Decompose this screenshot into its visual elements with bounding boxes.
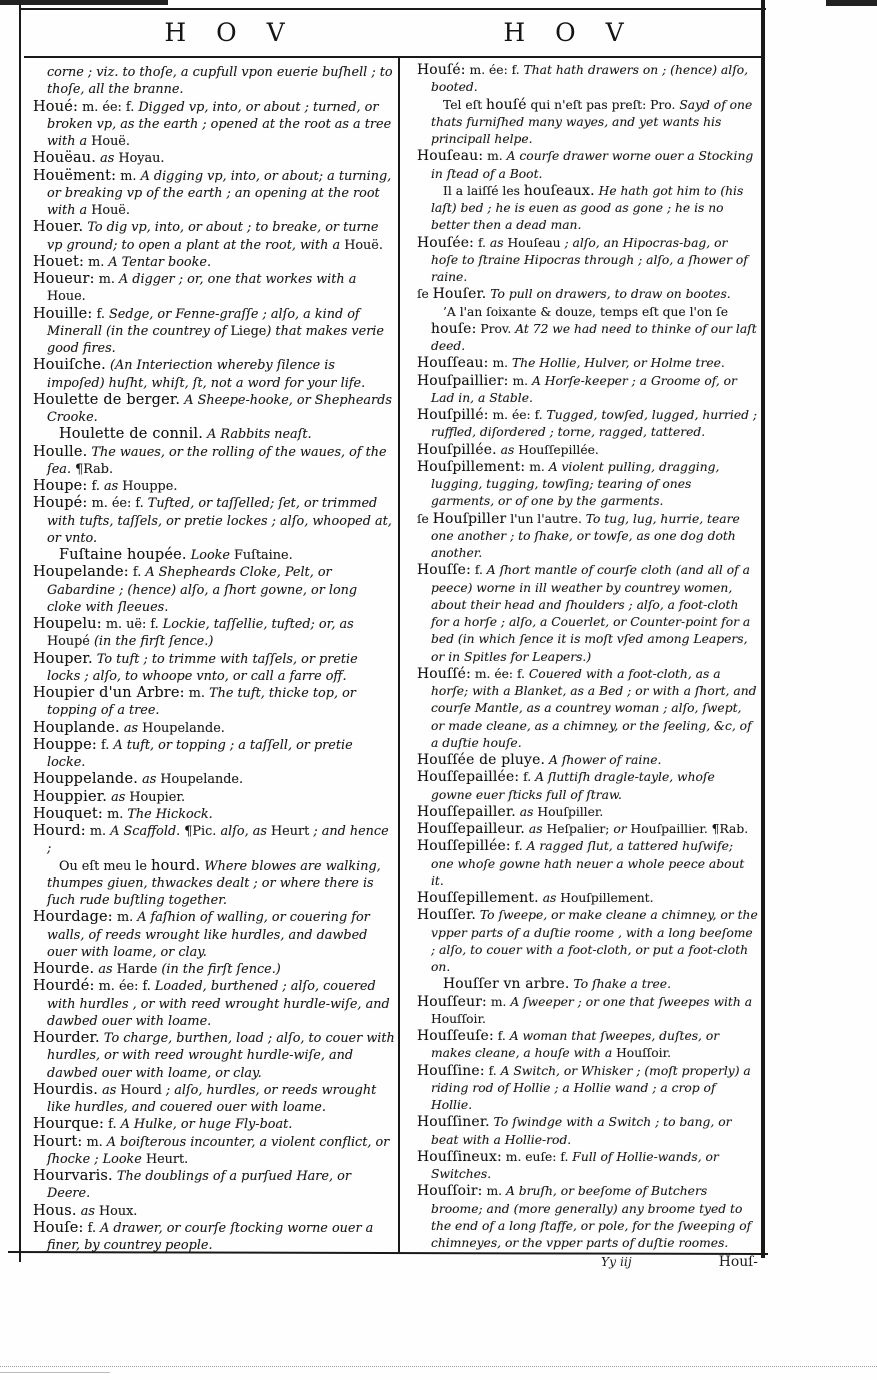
roman-text: m. bbox=[508, 373, 532, 388]
dictionary-entry bbox=[417, 304, 758, 356]
gloss-text: To pull on drawers, to draw on bootes. bbox=[486, 287, 731, 302]
headword: Houlette de berger. bbox=[33, 391, 181, 408]
gloss-text: as bbox=[515, 804, 538, 819]
gloss-text: (An Interiection whereby ſilence is impoſed) huſht, whiſt, ſt, not a word for your life. bbox=[47, 358, 366, 391]
roman-text: Prov. bbox=[476, 321, 516, 336]
gloss-text: ; alſo, an Hipocras-bag, or hoſe to ſtraine Hipocras through ; alſo, a ſhower of raine. bbox=[431, 235, 748, 284]
dictionary-entry bbox=[417, 373, 758, 408]
headword: Hourdis. bbox=[33, 1081, 99, 1098]
headword: houſeaux. bbox=[523, 182, 595, 199]
headword: houſé bbox=[486, 96, 527, 113]
gloss-text: as bbox=[489, 235, 508, 250]
headword: Hous. bbox=[33, 1202, 77, 1219]
gloss-text: as bbox=[496, 442, 519, 457]
dictionary-entry bbox=[417, 562, 758, 666]
dictionary-entry bbox=[33, 64, 395, 99]
gloss-text: A tuft, or topping ; a taſſell, or pretie locke. bbox=[47, 737, 353, 770]
dictionary-entry bbox=[33, 271, 395, 306]
headword: Houſſineux: bbox=[417, 1148, 502, 1165]
dictionary-entry bbox=[33, 737, 395, 772]
headword: Hourder. bbox=[33, 1030, 100, 1046]
headword: Houer. bbox=[33, 219, 84, 236]
headword: Houſpillement: bbox=[417, 458, 526, 475]
running-head-left: H O V bbox=[164, 18, 296, 47]
roman-text: f. bbox=[87, 479, 104, 494]
gloss-text: A digging vp, into, or about; a turning, or breaking vp of the earth ; an opening at the root with a bbox=[47, 168, 392, 218]
roman-text: Hourd bbox=[120, 1082, 162, 1098]
headword: Hourd: bbox=[33, 823, 86, 839]
scan-ghost-line bbox=[0, 1366, 877, 1367]
roman-text: f. bbox=[510, 839, 527, 854]
headword: Houſe: bbox=[33, 1219, 84, 1236]
headword: Houſée: bbox=[417, 234, 475, 251]
dictionary-entry bbox=[417, 355, 758, 372]
dictionary-entry bbox=[417, 407, 758, 442]
roman-text: Houë. bbox=[91, 203, 130, 218]
roman-text: Houſpiller. bbox=[537, 804, 604, 819]
dictionary-entry bbox=[417, 1149, 758, 1184]
roman-text: f. bbox=[519, 770, 536, 785]
gloss-text: A ſhower of raine. bbox=[545, 753, 662, 767]
headword: Houquet: bbox=[33, 805, 104, 822]
gloss-text: as bbox=[119, 720, 143, 736]
dictionary-entry bbox=[417, 769, 758, 804]
dictionary-entry bbox=[33, 254, 395, 271]
gloss-text: To tug, lug, hurrie, teare one another ; to ſhake, or towſe, as one dog doth another. bbox=[431, 511, 740, 560]
headword: Hourvaris. bbox=[33, 1168, 113, 1184]
headword: Houſſeur: bbox=[417, 993, 487, 1010]
roman-text: f. bbox=[474, 235, 490, 250]
headword: Houſpaillier: bbox=[417, 372, 509, 389]
gloss-text: A Scaffold. bbox=[110, 824, 185, 839]
roman-text: Hoyau. bbox=[118, 151, 165, 167]
right-column bbox=[417, 62, 758, 1271]
roman-text: ¶Rab. bbox=[75, 461, 114, 477]
roman-text: m. euſe: f. bbox=[501, 1149, 573, 1164]
headword: Houlle. bbox=[33, 443, 88, 460]
gloss-text: The doublings of a purſued Hare, or Deere. bbox=[47, 1169, 351, 1202]
dictionary-entry bbox=[417, 666, 758, 752]
gloss-text: A Shepheards Cloke, Pelt, or Gabardine ; (hence) alſo, a ſhort gowne, or long cloke with ſleeues. bbox=[47, 565, 358, 615]
gloss-text: Loaded, burthened ; alſo, couered with hurdles , or with reed wrought hurdle-wiſe, and dawbed ouer with loame. bbox=[47, 979, 390, 1029]
roman-text: m. bbox=[103, 806, 128, 822]
gloss-text: A drawer, or courſe ſtocking worne ouer a finer, by countrey people. bbox=[47, 1220, 374, 1253]
roman-text: Houx. bbox=[98, 1203, 138, 1219]
dictionary-entry bbox=[33, 306, 395, 358]
headword: Houëau. bbox=[33, 150, 97, 167]
dictionary-entry bbox=[33, 961, 395, 978]
headword: Houſſine: bbox=[417, 1062, 485, 1079]
dictionary-entry bbox=[33, 1168, 395, 1203]
roman-text: Houſeau bbox=[507, 235, 561, 250]
gloss-text: To tuft ; to trimme with taſſels, or pretie locks ; alſo, to whoope vnto, or call a farre off. bbox=[47, 651, 358, 684]
roman-text: m. ée: f. bbox=[470, 666, 529, 681]
roman-text: Houſſoir. bbox=[431, 1011, 486, 1026]
gloss-text: A bruſh, or beeſome of Butchers broome; and (more generally) any broome tyed to the end of a long ſtaffe, or pole, for the ſweeping of chimneyes, or the vpper parts of duſtie roomes. bbox=[431, 1184, 752, 1250]
gloss-text: The Hickock. bbox=[127, 806, 213, 822]
gloss-text: At 72 we had need to thinke of our laſt deed. bbox=[431, 321, 757, 353]
gloss-text: corne ; viz. to thoſe, a cupfull vpon euerie buſhell ; to thoſe, all the branne. bbox=[47, 65, 393, 98]
roman-text: Heurt bbox=[271, 824, 310, 839]
gloss-text: Full of Hollie-wands, or Switches. bbox=[431, 1149, 719, 1181]
gloss-text: Sayd of one thats furniſhed many wayes, and yet wants his principall helpe. bbox=[431, 97, 753, 146]
headword: Houſpillé: bbox=[417, 407, 489, 423]
headword: Houppe: bbox=[33, 736, 97, 753]
gloss-text: Lockie, taſſellie, tufted; or, as bbox=[162, 617, 354, 632]
gloss-text: A ragged ſlut, a tattered huſwife; one whoſe gowne hath neuer a whole peece about it. bbox=[431, 839, 745, 888]
roman-text: f. bbox=[83, 1220, 101, 1236]
dictionary-entry bbox=[417, 1183, 758, 1252]
roman-text: Fuſtaine. bbox=[234, 548, 293, 563]
headword: Houſſeau: bbox=[417, 355, 489, 372]
running-head-right: H O V bbox=[503, 18, 635, 47]
gloss-text: (in the firſt ſence.) bbox=[157, 962, 281, 977]
dictionary-entry bbox=[33, 99, 395, 151]
gloss-text: A Tentar booke. bbox=[108, 254, 212, 270]
roman-text: Houë. bbox=[91, 134, 130, 149]
gloss-text: Where blowes are walking, thumpes giuen, thwackes dealt ; or where there is ſuch rude buſtling together. bbox=[47, 858, 381, 908]
dictionary-entry bbox=[33, 1203, 395, 1220]
dictionary-entry bbox=[33, 720, 395, 737]
roman-text: m. uë: f. bbox=[101, 617, 163, 632]
dictionary-entry bbox=[33, 150, 395, 167]
roman-text: Houpier. bbox=[129, 789, 186, 805]
dictionary-entry bbox=[417, 1114, 758, 1149]
gloss-text: alſo, as bbox=[220, 824, 272, 839]
roman-text: m. ée: f. bbox=[465, 63, 524, 77]
headword: Houppelande. bbox=[33, 771, 139, 788]
roman-text: m. bbox=[84, 254, 109, 270]
roman-text: Houë. bbox=[344, 237, 383, 253]
headword: Houeur: bbox=[33, 271, 95, 287]
headword: Houplande. bbox=[33, 719, 120, 736]
gloss-text: A Horſe-keeper ; a Groome of, or Lad in, a Stable. bbox=[431, 373, 737, 405]
dictionary-entry bbox=[417, 907, 758, 976]
footer-line bbox=[417, 1254, 758, 1271]
roman-text: f. bbox=[92, 306, 109, 322]
headword: Houſſé: bbox=[417, 665, 471, 682]
scan-smudge-top-right bbox=[826, 0, 877, 6]
dictionary-entry bbox=[417, 511, 758, 563]
header-rule bbox=[24, 56, 764, 58]
gloss-text: A courſe drawer worne ouer a Stocking in ſtead of a Boot. bbox=[431, 149, 754, 181]
gloss-text: ) that makes verie good fires. bbox=[47, 323, 384, 356]
headword: Houſſepailleur. bbox=[417, 821, 526, 837]
roman-text: Il a laiſſé les bbox=[443, 183, 524, 198]
dictionary-entry bbox=[33, 564, 395, 616]
gloss-text: The Hollie, Hulver, or Holme tree. bbox=[511, 356, 725, 371]
gloss-text: That hath drawers on ; (hence) alſo, booted. bbox=[431, 63, 749, 95]
roman-text: f. bbox=[470, 563, 487, 578]
headword: Houpé: bbox=[33, 495, 88, 512]
roman-text: m. bbox=[94, 272, 119, 287]
headword: Houſſoir: bbox=[417, 1183, 483, 1200]
headword: Houſſepillement. bbox=[417, 890, 539, 906]
quire-signature: Yy iij bbox=[601, 1255, 632, 1270]
gloss-text: as bbox=[98, 1082, 121, 1098]
gloss-text: A ſhort mantle of courſe cloth (and all of a peece) worne in ill weather by countrey women, about their head and ſhoulders ; alſo, a foot-cloth for a horſe ; alſo, a Couerlet, or Counter-point for a bed (in which ſence it is moſt vſed among Leapers, or in Spitles for Leapers.) bbox=[431, 563, 751, 664]
headword: Houſſer. bbox=[417, 907, 476, 924]
gloss-text: The waues, or the rolling of the waues, of the ſea. bbox=[47, 444, 387, 477]
dictionary-entry bbox=[417, 1028, 758, 1063]
dictionary-entry bbox=[33, 1082, 395, 1117]
headword: Houſſiner. bbox=[417, 1114, 490, 1131]
gloss-text: To ſhake a tree. bbox=[569, 977, 671, 992]
headword: Hourque: bbox=[33, 1116, 105, 1133]
gloss-text: as bbox=[538, 891, 561, 905]
headword: Houſer. bbox=[432, 286, 487, 303]
dictionary-entry bbox=[417, 821, 758, 838]
dictionary-entry bbox=[33, 444, 395, 479]
headword: Hourt: bbox=[33, 1133, 83, 1150]
dictionary-entry bbox=[33, 823, 395, 858]
roman-text: m. ée: f. bbox=[488, 408, 547, 422]
dictionary-entry bbox=[33, 771, 395, 788]
roman-text: Liege bbox=[230, 323, 267, 339]
gloss-text: Tufted, or taſſelled; ſet, or trimmed with tufts, taſſels, or pretie lockes ; alſo, whooped at, or vnto. bbox=[47, 496, 392, 546]
headword: Hourdage: bbox=[33, 909, 113, 926]
gloss-text: as bbox=[525, 822, 547, 836]
gloss-text: A ſweeper ; or one that ſweepes with a bbox=[510, 994, 753, 1009]
roman-text: Houpelande. bbox=[160, 772, 244, 788]
gloss-text: A Sheepe-hooke, or Shepheards Crooke. bbox=[47, 392, 392, 425]
roman-text: ¶Pic. bbox=[184, 824, 221, 839]
headword: Houiſche. bbox=[33, 357, 106, 374]
roman-text: Houpelande. bbox=[142, 720, 225, 736]
dictionary-entry bbox=[33, 806, 395, 823]
headword: Houſſer vn arbre. bbox=[443, 976, 570, 993]
gloss-text: Looke bbox=[186, 548, 235, 563]
gloss-text: A faſhion of walling, or couering for walls, of reeds wrought like hurdles, and dawbed ouer with loame, or clay. bbox=[47, 910, 370, 960]
dictionary-entry bbox=[417, 62, 758, 97]
roman-text: f. bbox=[484, 1063, 501, 1078]
dictionary-entry bbox=[33, 1220, 395, 1255]
left-column bbox=[33, 64, 395, 1253]
gloss-text: A ſluttiſh dragle-tayle, whoſe gowne euer ſticks full of ſtraw. bbox=[431, 770, 715, 802]
gloss-text: Couered with a foot-cloth, as a horſe; with a Blanket, as a Bed ; or with a ſhort, and courſe Mantle, as a countrey woman ; alſo, ſwept, or made cleane, as a chimney, or the ſeeling, &c, of a duſtie houſe. bbox=[431, 666, 757, 750]
gloss-text: as bbox=[107, 789, 130, 805]
gloss-text: To ſwindge with a Switch ; to bang, or beat with a Hollie-rod. bbox=[431, 1115, 732, 1147]
roman-text: Heſpalier; bbox=[546, 822, 610, 836]
headword: Houſſepillée: bbox=[417, 838, 511, 855]
roman-text: m. bbox=[486, 994, 511, 1009]
gloss-text: He hath got him to (his laſt) bed ; he is euen as good as gone ; he is no better then a dead man. bbox=[431, 183, 744, 233]
catchword: Houſ- bbox=[718, 1254, 758, 1271]
headword: Hourdé: bbox=[33, 978, 95, 995]
headword: Houé: bbox=[33, 98, 79, 115]
roman-text: Houppe. bbox=[122, 479, 178, 494]
roman-text: Houpé bbox=[47, 634, 90, 650]
roman-text: Houſſepillée. bbox=[518, 442, 599, 457]
column-divider bbox=[398, 58, 400, 1252]
dictionary-entry bbox=[417, 148, 758, 183]
headword: Houet: bbox=[33, 253, 85, 270]
roman-text: Tel eſt bbox=[443, 97, 487, 112]
dictionary-entry bbox=[33, 547, 395, 564]
dictionary-entry bbox=[417, 286, 758, 303]
roman-text: ſe bbox=[417, 511, 433, 526]
headword: Fuſtaine houpée. bbox=[59, 547, 187, 563]
gloss-text: A violent pulling, dragging, lugging, tugging, towſing; tearing of ones garments, or of one by the garments. bbox=[431, 459, 720, 509]
gloss-text: as bbox=[96, 151, 119, 167]
dictionary-entry bbox=[33, 426, 395, 443]
gloss-text: A Switch, or Whisker ; (moſt properly) a riding rod of Hollie ; a Hollie wand ; a crop of Hollie. bbox=[431, 1063, 751, 1112]
dictionary-entry bbox=[33, 392, 395, 427]
dictionary-entry bbox=[33, 495, 395, 547]
dictionary-entry bbox=[417, 1063, 758, 1115]
dictionary-entry bbox=[417, 838, 758, 890]
roman-text: Houe. bbox=[47, 289, 86, 305]
page-border-top bbox=[21, 8, 766, 10]
headword: Houper. bbox=[33, 650, 93, 667]
dictionary-entry bbox=[33, 1116, 395, 1133]
headword: Houſpiller bbox=[432, 510, 507, 527]
roman-text: Ou eſt meu le bbox=[59, 858, 152, 874]
dictionary-entry bbox=[417, 183, 758, 235]
roman-text: m. bbox=[483, 149, 507, 164]
roman-text: m. bbox=[112, 910, 138, 926]
dictionary-entry bbox=[417, 752, 758, 769]
gloss-text: as bbox=[103, 479, 123, 494]
dictionary-entry bbox=[33, 616, 395, 651]
roman-text: Heurt. bbox=[145, 1151, 189, 1167]
headword: Houpelande: bbox=[33, 564, 129, 581]
roman-text: m. bbox=[82, 1134, 107, 1150]
roman-text: m. bbox=[85, 824, 111, 839]
scan-ghost-line-short bbox=[0, 1372, 110, 1373]
dictionary-entry bbox=[33, 685, 395, 720]
headword: Houſſée de pluye. bbox=[417, 752, 546, 768]
gloss-text: A woman that ſweepes, duſtes, or makes cleane, a houſe with a bbox=[431, 1029, 720, 1061]
page-border-left bbox=[19, 4, 21, 1262]
roman-text: m. bbox=[116, 168, 141, 184]
dictionary-entry bbox=[417, 97, 758, 149]
headword: Hourde. bbox=[33, 961, 95, 977]
gloss-text: A Rabbits neaſt. bbox=[203, 427, 312, 443]
gloss-text: as bbox=[76, 1203, 99, 1219]
headword: Houſſeuſe: bbox=[417, 1028, 494, 1044]
dictionary-entry bbox=[33, 478, 395, 495]
roman-text: m. bbox=[482, 1184, 506, 1199]
gloss-text: To dig vp, into, or about ; to breake, or turne vp ground; to open a plant at the root, with a bbox=[47, 220, 379, 253]
dictionary-entry bbox=[33, 858, 395, 910]
headword: hourd. bbox=[151, 857, 201, 874]
dictionary-entry bbox=[417, 890, 758, 907]
dictionary-entry bbox=[33, 357, 395, 392]
dictionary-entry bbox=[33, 789, 395, 806]
roman-text: ſe bbox=[417, 287, 433, 302]
scan-smudge-top-left bbox=[0, 0, 168, 5]
gloss-text: A digger ; or, one that workes with a bbox=[119, 272, 357, 287]
headword: Houſſe: bbox=[417, 562, 471, 579]
gloss-text: Sedge, or Fenne-graſſe ; alſo, a kind of Minerall (in the countrey of bbox=[47, 306, 360, 339]
dictionary-entry bbox=[417, 442, 758, 459]
gloss-text: (in the firſt ſence.) bbox=[89, 634, 214, 650]
dictionary-entry bbox=[33, 978, 395, 1030]
headword: Houpelu: bbox=[33, 616, 102, 632]
dictionary-entry bbox=[417, 235, 758, 287]
gloss-text: The tuft, thicke top, or topping of a tree. bbox=[47, 686, 356, 719]
gloss-text: To ſweepe, or make cleane a chimney, or the vpper parts of a duſtie roome , with a long beeſome ; alſo, to couer with a foot-cloth, or put a foot-cloth on. bbox=[431, 908, 758, 974]
headword: Houpe: bbox=[33, 478, 88, 494]
headword: Houſſepaillée: bbox=[417, 769, 520, 786]
dictionary-entry bbox=[417, 976, 758, 993]
roman-text: Houſſoir. bbox=[616, 1046, 671, 1061]
page-border-right bbox=[761, 0, 765, 1258]
headword: Houſeau: bbox=[417, 148, 484, 165]
gloss-text: or bbox=[609, 822, 631, 836]
roman-text: Houſpaillier. ¶Rab. bbox=[630, 822, 749, 836]
roman-text: m. bbox=[184, 686, 210, 701]
dictionary-entry bbox=[33, 168, 395, 220]
headword: houſe: bbox=[431, 320, 477, 337]
dictionary-entry bbox=[417, 459, 758, 511]
roman-text: m. bbox=[488, 356, 512, 371]
headword: Houſpillée. bbox=[417, 441, 497, 458]
roman-text: m. ée: f. bbox=[87, 496, 148, 512]
dictionary-entry bbox=[33, 1030, 395, 1082]
roman-text: Houſpillement. bbox=[560, 891, 654, 905]
headword: Houſé: bbox=[417, 62, 466, 78]
gloss-text: as bbox=[94, 962, 117, 977]
roman-text: ’A l'an ſoixante & douze, temps eſt que l'on ſe bbox=[443, 304, 728, 319]
roman-text: m. bbox=[525, 459, 549, 474]
dictionary-entry bbox=[417, 994, 758, 1029]
dictionary-entry bbox=[33, 909, 395, 961]
headword: Houpier d'un Arbre: bbox=[33, 685, 185, 701]
gloss-text: Tugged, towſed, lugged, hurried ; ruffled, diſordered ; torne, ragged, tattered. bbox=[431, 408, 758, 440]
gloss-text: A boiſterous incounter, a violent conflict, or ſhocke ; Looke bbox=[47, 1134, 390, 1167]
headword: Houille: bbox=[33, 305, 93, 322]
roman-text: m. ée: f. bbox=[78, 99, 139, 115]
headword: Houlette de connil. bbox=[59, 426, 204, 443]
gloss-text: Digged vp, into, or about ; turned, or broken vp, as the earth ; opened at the root as a tree with a bbox=[47, 99, 392, 149]
gloss-text: A Hulke, or huge Fly-boat. bbox=[120, 1117, 293, 1133]
gloss-text: ; alſo, hurdles, or reeds wrought like hurdles, and couered ouer with loame. bbox=[47, 1082, 377, 1115]
roman-text: m. ée: f. bbox=[94, 979, 155, 995]
dictionary-entry bbox=[33, 1134, 395, 1169]
roman-text: f. bbox=[493, 1029, 510, 1043]
dictionary-entry bbox=[417, 804, 758, 821]
headword: Houſſepailler. bbox=[417, 803, 516, 820]
headword: Houppier. bbox=[33, 788, 108, 805]
roman-text: Harde bbox=[116, 962, 158, 977]
roman-text: f. bbox=[104, 1117, 121, 1133]
roman-text: f. bbox=[128, 565, 146, 581]
roman-text: qui n'eſt pas preſt: Pro. bbox=[526, 97, 680, 112]
roman-text: f. bbox=[96, 737, 114, 753]
gloss-text: ; and hence ; bbox=[47, 824, 389, 857]
gloss-text: To charge, burthen, load ; alſo, to couer with hurdles, or with reed wrought hurdle-wiſe, and dawbed ouer with loame, or clay. bbox=[47, 1031, 395, 1081]
roman-text: l'un l'autre. bbox=[506, 511, 586, 526]
dictionary-entry bbox=[33, 219, 395, 254]
headword: Houëment: bbox=[33, 167, 117, 184]
gloss-text: as bbox=[138, 772, 161, 788]
dictionary-entry bbox=[33, 651, 395, 686]
